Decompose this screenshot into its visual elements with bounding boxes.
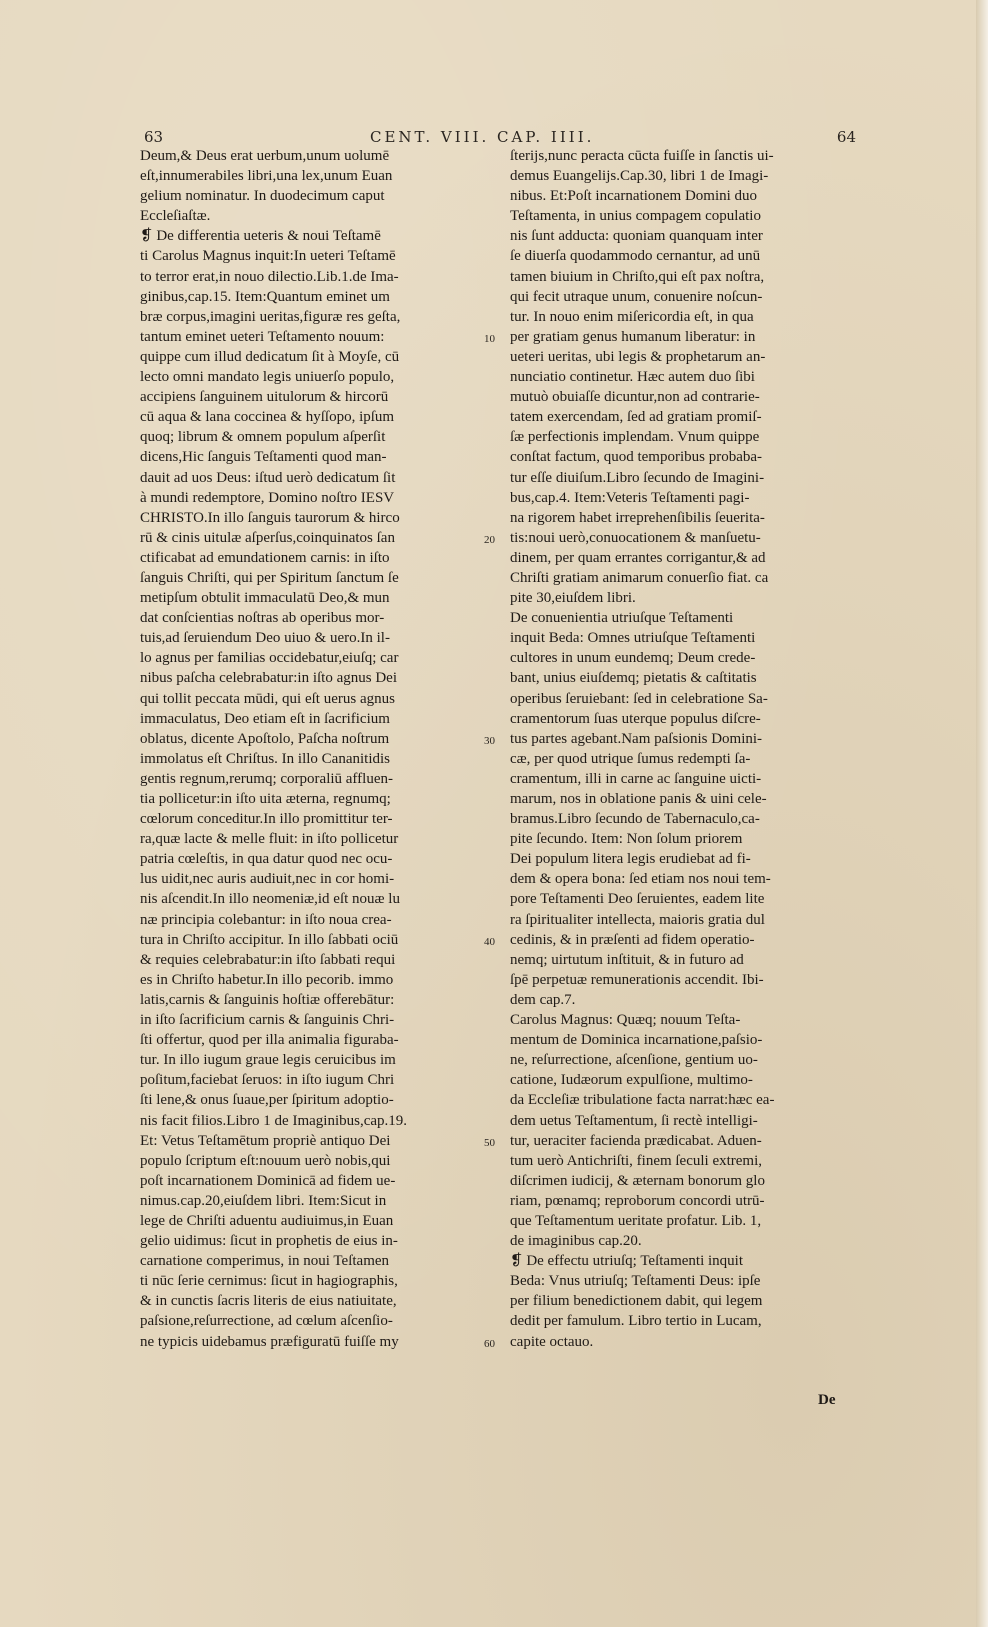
text-line: carnatione comperimus, in noui Teſtamen xyxy=(140,1253,390,1270)
text-line: ti Carolus Magnus inquit:In ueteri Teſtamē xyxy=(140,248,396,265)
text-line: eſt,innumerabiles libri,una lex,unum Euan xyxy=(140,168,393,185)
text-line: per gratiam genus humanum liberatur: in xyxy=(510,328,756,345)
text-line: conſtat factum, quod temporibus probaba- xyxy=(510,449,763,466)
text-line: quippe cum illud dedicatum ſit à Moyſe, cū xyxy=(140,348,400,365)
text-line: tuis,ad ſeruiendum Deo uiuo & uero.In il- xyxy=(140,630,390,647)
text-line: qui tollit peccata mūdi, qui eſt uerus agnus xyxy=(140,690,395,707)
text-line: cedinis, & in præſenti ad fidem operatio- xyxy=(510,931,755,948)
text-line: capite octauo. xyxy=(510,1333,594,1350)
text-line: dauit ad uos Deus: iſtud uerò dedicatum ſit xyxy=(140,469,396,486)
text-line: pore Teſtamenti Deo ſeruientes, eadem lite xyxy=(510,891,765,908)
text-line: operibus ſeruiebant: ſed in celebratione Sa- xyxy=(510,690,768,707)
text-line: ra ſpiritualiter intellecta, maioris gratia dul xyxy=(510,911,765,928)
text-line: populo ſcriptum eſt:nouum uerò nobis,qui xyxy=(140,1152,391,1169)
text-line: tur. In illo iugum graue legis ceruicibus im xyxy=(140,1052,396,1069)
catchword: De xyxy=(818,1392,836,1408)
line-number: 10 xyxy=(484,332,495,345)
text-line: ſe diuerſa quodammodo cernantur, ad unū xyxy=(510,248,761,265)
text-line: in iſto ſacrificium carnis & ſanguinis Chri- xyxy=(140,1012,395,1029)
running-title: CENT. VIII. CAP. IIII. xyxy=(370,128,595,146)
text-line: ſterijs,nunc peracta cūcta fuiſſe in ſanctis ui- xyxy=(510,148,774,164)
text-line: Eccleſiaſtæ. xyxy=(140,208,211,225)
text-line: gelio uidimus: ſicut in prophetis de eius in- xyxy=(140,1233,398,1250)
text-line: dem & opera bona: ſed etiam nos noui tem- xyxy=(510,871,771,888)
line-number: 20 xyxy=(484,533,495,546)
text-line: cramentum, illi in carne ac ſanguine uicti- xyxy=(510,770,762,787)
text-line: diſcrimen iudicij, & æternam bonorum glo xyxy=(510,1172,765,1189)
text-line: cultores in unum eundemq; Deum crede- xyxy=(510,650,756,667)
text-line: Beda: Vnus utriuſq; Teſtamenti Deus: ipſe xyxy=(510,1273,761,1290)
text-line: nunciatio continetur. Hæc autem duo ſibi xyxy=(510,369,755,386)
text-line: nis ſunt adducta: quoniam quanquam inter xyxy=(510,228,763,245)
text-line: tur. In nouo enim miſericordia eſt, in qua xyxy=(510,308,754,325)
text-line: tia pollicetur:in iſto uita æterna, regnumq; xyxy=(140,791,391,807)
text-line: patria cœleſtis, in qua datur quod nec ocu- xyxy=(140,851,393,868)
text-line: ctificabat ad emundationem carnis: in iſto xyxy=(140,549,390,566)
text-line: rū & cinis uitulæ aſperſus,coinquinatos ſan xyxy=(140,529,395,546)
text-line: tur eſſe diuiſum.Libro ſecundo de Imagini- xyxy=(510,469,765,486)
text-line: latis,carnis & ſanguinis hoſtiæ offerebātur: xyxy=(140,991,395,1008)
text-line: & in cunctis ſacris literis de eius natiuitate, xyxy=(140,1293,397,1310)
text-line: ❡ De effectu utriuſq; Teſtamenti inquit xyxy=(510,1253,743,1270)
text-line: ti nūc ſerie cernimus: ſicut in hagiographis, xyxy=(140,1273,398,1290)
right-text-column xyxy=(510,146,860,1446)
text-line: nibus. Et:Poſt incarnationem Domini duo xyxy=(510,188,758,205)
text-line: Teſtamenta, in unius compagem copulatio xyxy=(510,208,761,225)
text-line: gelium nominatur. In duodecimum caput xyxy=(140,188,385,205)
text-line: dem cap.7. xyxy=(510,991,576,1008)
text-line: dem uetus Teſtamentum, ſi rectè intelligi- xyxy=(510,1112,758,1129)
text-line: mutuò obuiaſſe dicuntur,non ad contrarie- xyxy=(510,389,760,406)
text-line: tus partes agebant.Nam paſsionis Domini- xyxy=(510,730,763,747)
text-line: gentis regnum,rerumq; corporaliū affluen- xyxy=(140,770,393,787)
text-line: per filium benedictionem dabit, qui legem xyxy=(510,1293,763,1310)
text-line: nimus.cap.20,eiuſdem libri. Item:Sicut in xyxy=(140,1192,387,1209)
text-line: poſt incarnationem Dominicā ad fidem ue- xyxy=(140,1172,396,1189)
text-line: paſsione,reſurrectione, ad cœlum aſcenſio- xyxy=(140,1313,393,1330)
line-number: 30 xyxy=(484,734,495,747)
text-line: tamen biuium in Chriſto,qui eſt pax noſtra, xyxy=(510,268,765,285)
text-line: qui fecit utraque unum, conuenire noſcun- xyxy=(510,288,763,305)
text-line: tum uerò Antichriſti, finem ſeculi extremi, xyxy=(510,1152,763,1169)
text-line: ſti offertur, quod per illa animalia figuraba- xyxy=(140,1032,399,1049)
text-line: à mundi redemptore, Domino noſtro IESV xyxy=(140,489,395,506)
text-line: to terror erat,in nouo dilectio.Lib.1.de Ima- xyxy=(140,268,399,285)
text-line: bræ corpus,imagini ueritas,figuræ res geſta, xyxy=(140,308,401,325)
text-line: bus,cap.4. Item:Veteris Teſtamenti pagi- xyxy=(510,489,750,506)
left-text-column xyxy=(140,146,486,1446)
page-edge xyxy=(976,0,988,1627)
text-line: ne typicis uidebamus præfiguratū fuiſſe my xyxy=(140,1333,399,1350)
text-line: ra,quæ lacte & melle fluit: in iſto pollicetur xyxy=(140,831,399,848)
text-line: demus Euangelijs.Cap.30, libri 1 de Imagi- xyxy=(510,168,769,185)
text-line: accipiens ſanguinem uitulorum & hircorū xyxy=(140,389,389,406)
text-line: tur, ueraciter facienda prædicabat. Aduen- xyxy=(510,1132,762,1149)
text-line: Chriſti gratiam animarum conuerſio fiat. ca xyxy=(510,569,769,586)
text-line: ſpē perpetuæ remunerationis accendit. Ibi- xyxy=(510,971,764,988)
text-line: lo agnus per familias occidebatur,eiuſq; car xyxy=(140,650,399,667)
text-line: ueteri ueritas, ubi legis & prophetarum an- xyxy=(510,348,766,365)
text-line: lege de Chriſti aduentu audiuimus,in Euan xyxy=(140,1212,394,1229)
text-line: pite ſecundo. Item: Non ſolum priorem xyxy=(510,831,743,848)
page-number-left: 63 xyxy=(144,128,164,146)
text-line: ſti lene,& onus ſuaue,per ſpiritum adoptio- xyxy=(140,1092,394,1109)
text-line: Carolus Magnus: Quæq; nouum Teſta- xyxy=(510,1012,741,1029)
text-line: ne, reſurrectione, aſcenſione, gentium uo- xyxy=(510,1052,758,1069)
text-line: tura in Chriſto accipitur. In illo ſabbati ociū xyxy=(140,931,399,948)
text-line: marum, nos in oblatione panis & uini cele- xyxy=(510,791,767,807)
text-line: immolatus eſt Chriſtus. In illo Cananitidis xyxy=(140,750,390,767)
text-line: poſitum,faciebat ſeruos: in iſto iugum Chri xyxy=(140,1072,395,1089)
text-line: næ principia colebantur: in iſto noua crea- xyxy=(140,911,392,928)
text-line: catione, Iudæorum expulſione, multimo- xyxy=(510,1072,753,1089)
text-line: lecto omni mandato legis uniuerſo populo, xyxy=(140,369,395,386)
text-line: nibus paſcha celebrabatur:in iſto agnus Dei xyxy=(140,670,397,687)
text-line: na rigorem habet irreprehenſibilis ſeuerita- xyxy=(510,509,765,526)
text-line: riam, pœnamq; reproborum concordi utrū- xyxy=(510,1192,765,1209)
text-line: dinem, per quam errantes corrigantur,& ad xyxy=(510,549,766,566)
text-line: lus uidit,nec auris audiuit,nec in cor homi- xyxy=(140,871,395,888)
line-number-margin xyxy=(484,146,510,1446)
text-line: quoq; librum & omnem populum aſperſit xyxy=(140,429,386,446)
text-line: cæ, per quod utrique ſumus redempti ſa- xyxy=(510,750,751,767)
text-line: & requies celebrabatur:in iſto ſabbati requi xyxy=(140,951,396,968)
text-line: inquit Beda: Omnes utriuſque Teſtamenti xyxy=(510,630,756,647)
text-line: dedit per famulum. Libro tertio in Lucam, xyxy=(510,1313,762,1330)
text-line: bant, unius eiuſdemq; pietatis & caſtitatis xyxy=(510,670,757,687)
line-number: 50 xyxy=(484,1136,495,1149)
running-header xyxy=(144,128,856,146)
text-line: immaculatus, Deo etiam eſt in ſacrificium xyxy=(140,710,390,727)
text-line: cœlorum conceditur.In illo promittitur ter- xyxy=(140,811,393,828)
text-line: ſanguis Chriſti, qui per Spiritum ſanctum ſe xyxy=(140,569,399,586)
text-line: pite 30,eiuſdem libri. xyxy=(510,590,636,607)
text-line: cramentorum ſuas uterque populus diſcre- xyxy=(510,710,761,727)
page-number-right: 64 xyxy=(836,128,856,146)
line-number: 40 xyxy=(484,935,495,948)
text-line: Dei populum litera legis erudiebat ad fi- xyxy=(510,851,751,868)
text-line: cū aqua & lana coccinea & hyſſopo, ipſum xyxy=(140,409,395,426)
text-line: tantum eminet ueteri Teſtamento nouum: xyxy=(140,328,385,345)
text-line: mentum de Dominica incarnatione,paſsio- xyxy=(510,1032,763,1049)
text-line: que Teſtamentum ueritate profatur. Lib. 1, xyxy=(510,1212,762,1229)
text-line: nis aſcendit.In illo neomeniæ,id eſt nouæ lu xyxy=(140,891,400,908)
text-line: De conuenientia utriuſque Teſtamenti xyxy=(510,610,734,627)
text-line: dicens,Hic ſanguis Teſtamenti quod man- xyxy=(140,449,387,466)
text-line: ſæ perfectionis implendam. Vnum quippe xyxy=(510,429,760,446)
text-line: tatem exercendam, ſed ad gratiam promiſ- xyxy=(510,409,762,426)
text-line: metipſum obtulit immaculatū Deo,& mun xyxy=(140,590,390,607)
text-line: nis facit filios.Libro 1 de Imaginibus,cap.19. xyxy=(140,1112,408,1129)
text-line: bramus.Libro ſecundo de Tabernaculo,ca- xyxy=(510,811,760,828)
text-line: de imaginibus cap.20. xyxy=(510,1233,642,1250)
text-line: CHRISTO.In illo ſanguis taurorum & hirco xyxy=(140,509,400,526)
text-line: oblatus, dicente Apoſtolo, Paſcha noſtrum xyxy=(140,730,390,747)
text-line: Et: Vetus Teſtamētum propriè antiquo Dei xyxy=(140,1132,391,1149)
text-line: es in Chriſto habetur.In illo pecorib. immo xyxy=(140,971,394,988)
text-line: nemq; uirtutum inſtituit, & in futuro ad xyxy=(510,951,744,968)
text-line: ginibus,cap.15. Item:Quantum eminet um xyxy=(140,288,390,305)
text-line: dat conſcientias noſtras ab operibus mor- xyxy=(140,610,385,627)
text-line: ❡ De differentia ueteris & noui Teſtamē xyxy=(140,228,381,245)
line-number: 60 xyxy=(484,1337,495,1350)
text-line: tis:noui uerò,conuocationem & manſuetu- xyxy=(510,529,761,546)
text-line: Deum,& Deus erat uerbum,unum uolumē xyxy=(140,148,390,164)
text-line: da Eccleſiæ tribulatione facta narrat:hæc ea- xyxy=(510,1092,775,1109)
